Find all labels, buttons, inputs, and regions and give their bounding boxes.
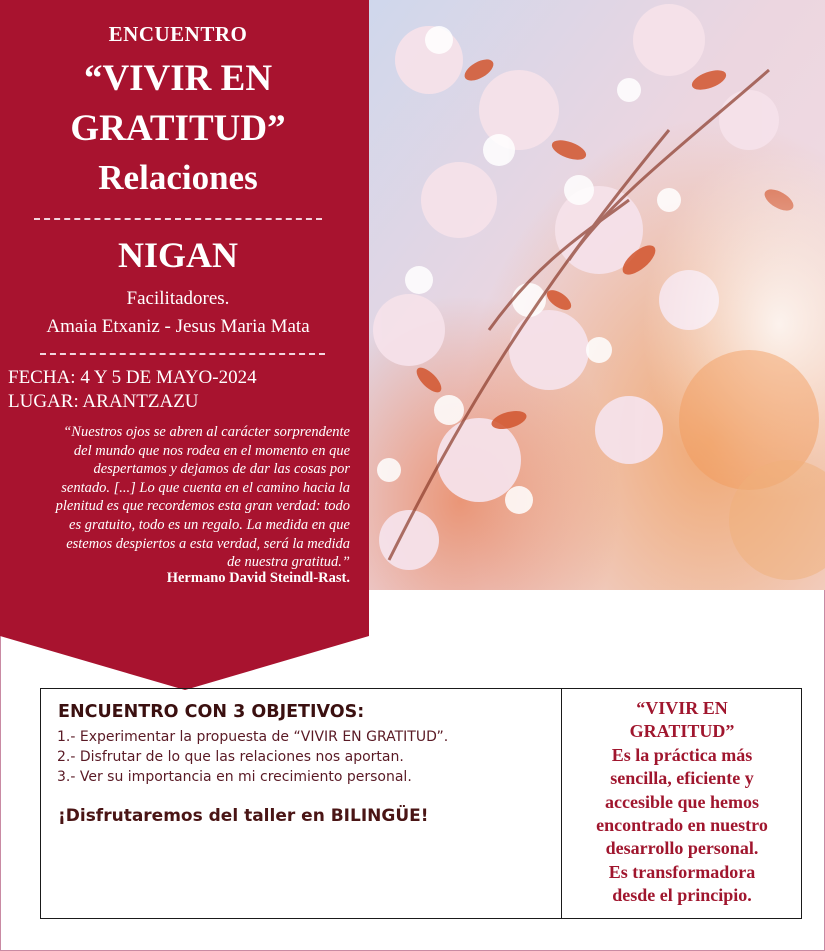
event-place: NIGAN xyxy=(117,235,238,275)
quote-line: sentado. [...] Lo que cuenta en el camino hacia la xyxy=(61,479,350,496)
objectives-box xyxy=(40,688,802,919)
quote-line: del mundo que nos rodea en el momento en que xyxy=(73,442,350,459)
facilitators-label: Facilitadores. xyxy=(126,288,230,309)
column-divider xyxy=(561,689,562,918)
quote-author: Hermano David Steindl-Rast. xyxy=(166,570,350,586)
quote-line: plenitud es que recordemos esta gran verdad: todo xyxy=(55,498,350,515)
side-note-line: desarrollo personal. xyxy=(605,838,759,859)
dashed-divider xyxy=(40,353,325,355)
objective-item: 3.- Ver su importancia en mi crecimiento personal. xyxy=(57,769,412,785)
event-title-line-2: GRATITUD” xyxy=(70,108,286,149)
cherry-blossom-photo xyxy=(369,0,825,590)
objectives-list xyxy=(57,727,448,787)
quote-line: de nuestra gratitud.” xyxy=(227,554,350,571)
side-note-line: Es la práctica más xyxy=(611,744,753,765)
quote-line: despertamos y dejamos de dar las cosas por xyxy=(93,461,350,478)
event-location: LUGAR: ARANTZAZU xyxy=(8,391,199,412)
event-kicker: ENCUENTRO xyxy=(108,22,248,46)
event-date: FECHA: 4 Y 5 DE MAYO-2024 xyxy=(8,367,257,388)
event-banner xyxy=(0,0,369,690)
event-title xyxy=(0,54,356,154)
side-note-line: encontrado en nuestro xyxy=(596,815,768,836)
objective-item: 1.- Experimentar la propuesta de “VIVIR EN GRATITUD”. xyxy=(57,729,449,745)
quote-line: “Nuestros ojos se abren al carácter sorprendente xyxy=(63,424,350,440)
quote-line: es gratuito, todo es un regalo. La medida en que xyxy=(69,516,350,533)
side-note-line: Es transformadora xyxy=(608,861,756,882)
side-note-line: accesible que hemos xyxy=(605,791,759,812)
facilitators-names: Amaia Etxaniz - Jesus Maria Mata xyxy=(46,316,310,337)
dashed-divider xyxy=(34,218,322,220)
bilingual-note: ¡Disfrutaremos del taller en BILINGÜE! xyxy=(58,806,429,826)
objectives-title: ENCUENTRO CON 3 OBJETIVOS: xyxy=(58,702,365,722)
side-note-line: sencilla, eficiente y xyxy=(610,768,754,789)
event-title-line-1: “VIVIR EN xyxy=(83,58,273,99)
side-note xyxy=(563,697,801,908)
side-note-title-line: “VIVIR EN xyxy=(636,698,728,718)
side-note-line: desde el principio. xyxy=(612,885,752,906)
quote-line: estemos despiertos a esta verdad, será la medida xyxy=(66,535,350,552)
quote xyxy=(10,423,350,572)
event-subtitle: Relaciones xyxy=(98,158,258,197)
objective-item: 2.- Disfrutar de lo que las relaciones nos aportan. xyxy=(57,749,404,765)
side-note-title-line: GRATITUD” xyxy=(629,721,735,742)
